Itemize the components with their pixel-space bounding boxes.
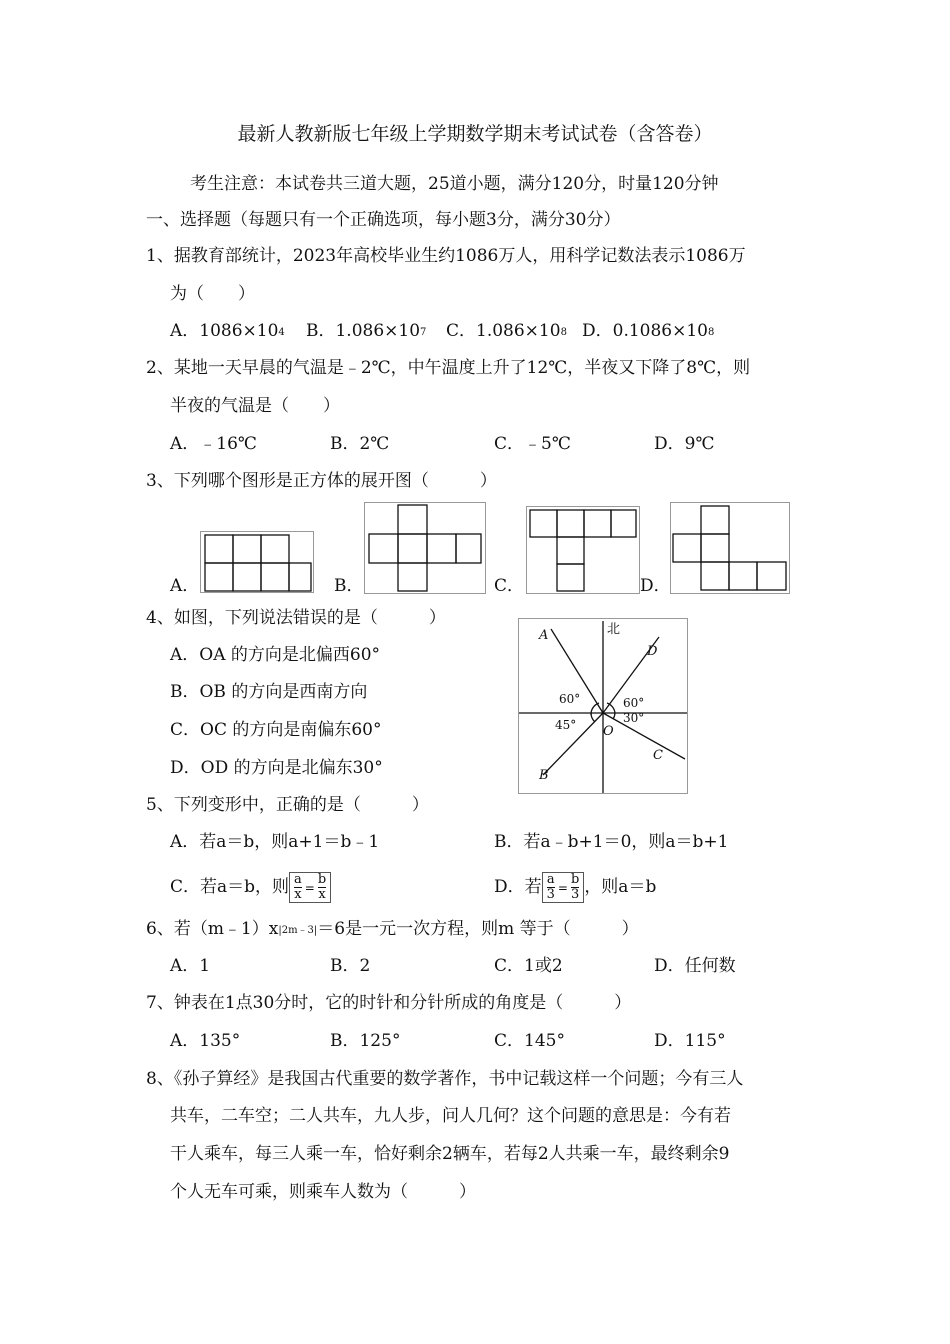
angle-arc-30 [613, 713, 615, 719]
q4-option-c[interactable]: C．OC 的方向是南偏东60° [170, 720, 382, 740]
label-b: B [539, 768, 549, 783]
q3-option-c[interactable]: C． [494, 576, 525, 596]
page-title: 最新人教新版七年级上学期数学期末考试试卷（含答卷） [237, 123, 713, 145]
angle-label-30: 30° [623, 711, 645, 725]
angle-arc-60-right [607, 703, 615, 713]
q1-option-a[interactable]: A．$1086\times 10^4$ [170, 321, 285, 341]
north-label: 北 [607, 622, 621, 637]
q5-option-b[interactable]: B．若a﹣b+1＝0，则a＝b+1 [494, 832, 729, 852]
q3-option-d[interactable]: D． [640, 576, 671, 596]
label-d: D [647, 644, 658, 659]
question-2-text-cont: 半夜的气温是（ ） [170, 396, 340, 416]
question-3-text: 3、下列哪个图形是正方体的展开图（ ） [146, 471, 497, 491]
question-8-text-cont-2: 干人乘车，每三人乘一车，恰好剩余2辆车，若每2人共乘一车，最终剩余9 [170, 1144, 730, 1164]
q2-option-d[interactable]: D．9℃ [654, 434, 715, 454]
q1-option-c[interactable]: C．$1.086\times 10^8$ [446, 321, 567, 341]
q3-net-d [670, 502, 790, 594]
angle-label-45: 45° [555, 718, 577, 732]
question-4-text: 4、如图，下列说法错误的是（ ） [146, 608, 446, 628]
question-7-text: 7、钟表在1点30分时，它的时针和分针所成的角度是（ ） [146, 993, 632, 1013]
q5-option-d[interactable]: D．若 $\frac{a}{3}$ = $\frac{b}{3}$ ，则a＝b [494, 872, 657, 902]
q2-option-c[interactable]: C．﹣5℃ [494, 434, 571, 454]
section-heading: 一、选择题（每题只有一个正确选项，每小题3分，满分30分） [146, 210, 621, 230]
q6-option-c[interactable]: C．1或2 [494, 956, 563, 976]
question-6-text: 6、若$(m﹣1)x^{|2m﹣3|}=6$是一元一次方程，则m 等于（ ） [146, 919, 639, 939]
question-2-text: 2、某地一天早晨的气温是﹣2℃，中午温度上升了12℃，半夜又下降了8℃，则 [146, 358, 751, 378]
angle-label-60-left: 60° [559, 692, 581, 706]
q3-option-a[interactable]: A． [170, 576, 200, 596]
direction-diagram [518, 618, 688, 794]
question-1-text: 1、据教育部统计，2023年高校毕业生约1086万人，用科学记数法表示1086万 [146, 246, 746, 266]
q2-option-b[interactable]: B．2℃ [330, 434, 390, 454]
q1-option-b[interactable]: B．$1.086\times 10^7$ [306, 321, 427, 341]
q7-option-b[interactable]: B．125° [330, 1031, 401, 1051]
question-8-text: 8、《孙子算经》是我国古代重要的数学著作，书中记载这样一个问题；今有三人 [146, 1069, 744, 1089]
q6-option-a[interactable]: A．1 [170, 956, 211, 976]
q5-option-c[interactable]: C．若a＝b，则 $\frac{a}{x}$ = $\frac{b}{x}$ [170, 872, 331, 903]
q7-option-c[interactable]: C．145° [494, 1031, 565, 1051]
q1-option-d[interactable]: D．$0.1086\times 10^8$ [582, 321, 715, 341]
q6-option-d[interactable]: D．任何数 [654, 956, 736, 976]
q4-option-d[interactable]: D．OD 的方向是北偏东30° [170, 758, 383, 778]
q3-net-a [200, 531, 314, 593]
q5-option-a[interactable]: A．若a＝b，则a+1＝b﹣1 [170, 832, 380, 852]
label-c: C [653, 748, 663, 763]
question-5-text: 5、下列变形中，正确的是（ ） [146, 795, 429, 815]
question-8-text-cont-1: 共车，二车空；二人共车，九人步，问人几何？这个问题的意思是：今有若 [170, 1106, 731, 1126]
angle-label-60-right: 60° [623, 696, 645, 710]
q4-option-a[interactable]: A．OA 的方向是北偏西60° [170, 645, 381, 665]
q7-option-d[interactable]: D．115° [654, 1031, 726, 1051]
q5-c-fraction-equation: $\frac{a}{x}$ = $\frac{b}{x}$ [289, 872, 331, 903]
q3-option-b[interactable]: B． [334, 576, 364, 596]
q6-option-b[interactable]: B．2 [330, 956, 371, 976]
q7-option-a[interactable]: A．135° [170, 1031, 241, 1051]
q3-net-c [526, 506, 640, 594]
label-a: A [539, 628, 549, 643]
q4-option-b[interactable]: B．OB 的方向是西南方向 [170, 682, 368, 702]
q3-net-b [364, 502, 486, 594]
angle-arc-45 [591, 713, 595, 722]
question-8-text-cont-3: 个人无车可乘，则乘车人数为（ ） [170, 1182, 476, 1202]
label-o: O [603, 724, 614, 739]
q2-option-a[interactable]: A．﹣16℃ [170, 434, 257, 454]
exam-notice: 考生注意：本试卷共三道大题，25道小题，满分120分，时量120分钟 [190, 174, 719, 194]
q5-d-fraction-equation: $\frac{a}{3}$ = $\frac{b}{3}$ [542, 872, 585, 903]
question-1-text-cont: 为（ ） [170, 284, 255, 304]
